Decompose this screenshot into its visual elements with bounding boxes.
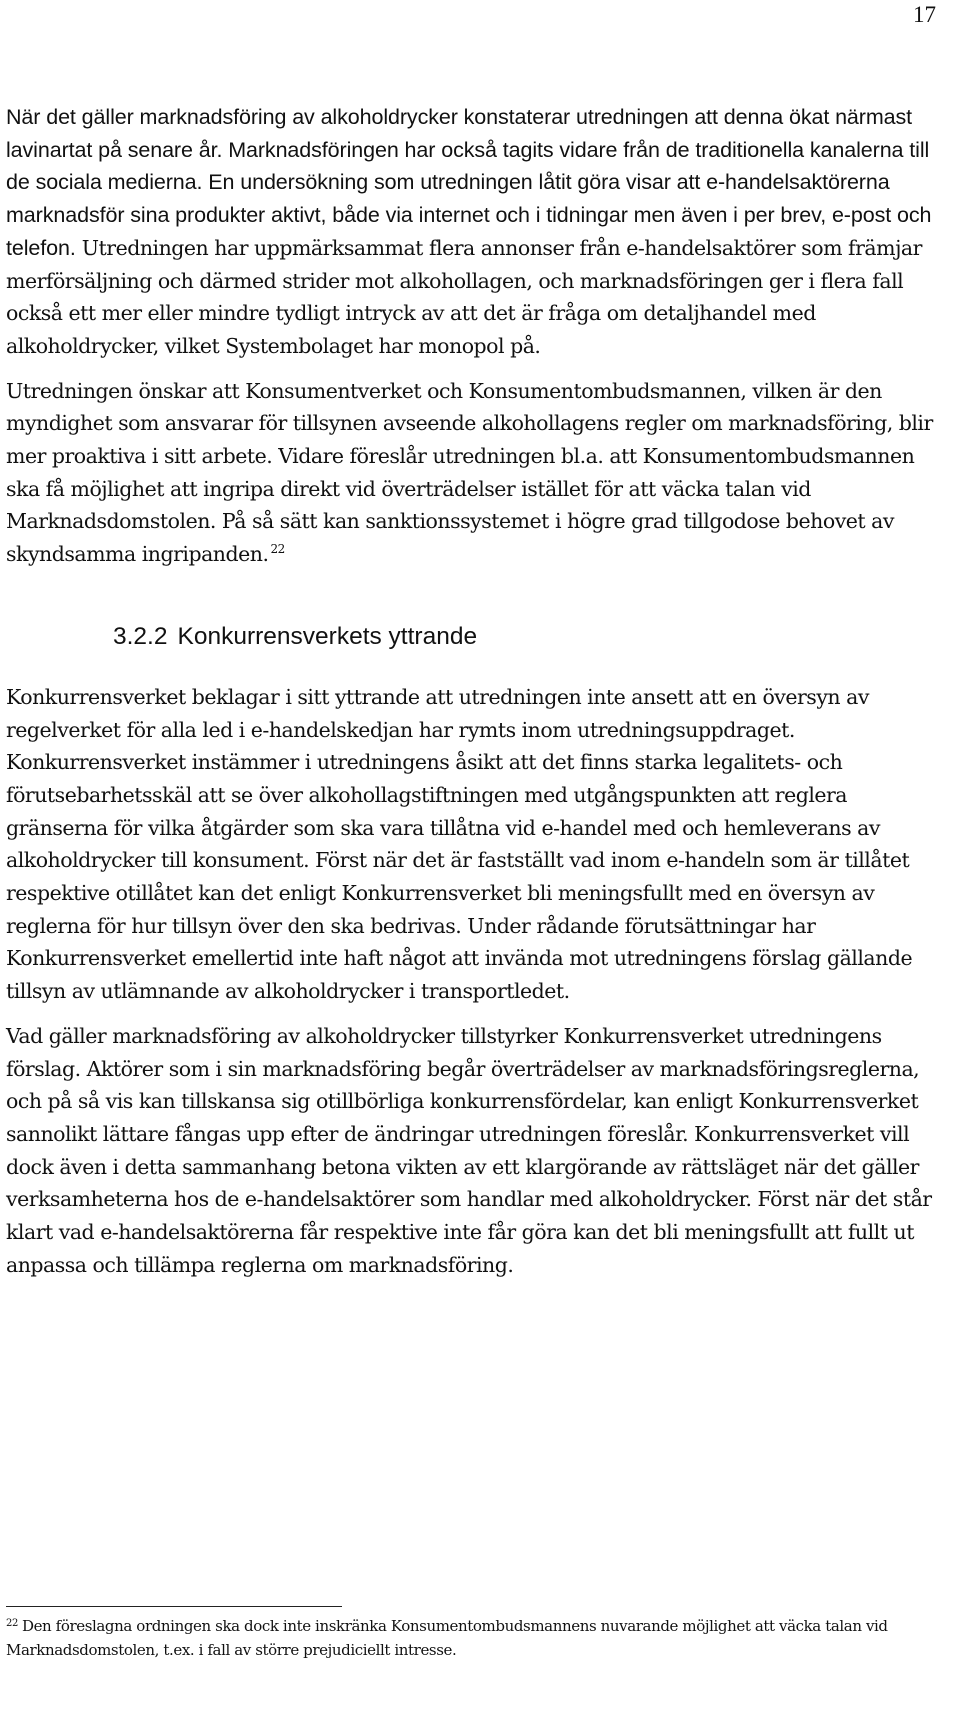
footnote-text: Den föreslagna ordningen ska dock inte inskränka Konsumentombudsmannens nuvarande möjlighet att väcka talan vid Marknadsdomstolen, t.ex. i fall av större prejudiciellt intresse. [6,1617,888,1659]
paragraph-marketing-support: Vad gäller marknadsföring av alkoholdrycker tillstyrker Konkurrensverket utredningens förslag. Aktörer som i sin marknadsföring begår överträdelser av marknadsföringsreglerna, och på så vis kan tillskansa sig otillbörliga konkurrensfördelar, kan enligt Konkurrensverket sannolikt lättare fångas upp efter de ändringar utredningen föreslår. Konkurrensverket vill dock även i detta sammanhang betona vikten av ett klargörande av rättsläget när det gäller verksamheterna hos de e-handelsaktörer som handlar med alkoholdrycker. Först när det står klart vad e-handelsaktörerna får respektive inte får göra kan det bli meningsfullt att fullt ut anpassa och tillämpa reglerna om marknadsföring. [6,1023,932,1277]
footnote-reference: 22 [270,542,285,557]
paragraph-marketing-findings [6,101,952,363]
footnote [6,1614,952,1662]
paragraph-proactive-supervision-text: Utredningen önskar att Konsumentverket och Konsumentombudsmannen, vilken är den myndighet som ansvarar för tillsynen avseende alkohollagens regler om marknadsföring, blir mer proaktiva i sitt arbete. Vidare föreslår utredningen bl.a. att Konsumentombudsmannen ska få möjlighet att ingripa direkt vid överträdelser istället för att väcka talan vid Marknadsdomstolen. På så sätt kan sanktionssystemet i högre grad tillgodose behovet av skyndsamma ingripanden. [6,378,933,567]
page-number: 17 [913,2,936,27]
document-body [6,101,952,1282]
paragraph-proactive-supervision [6,375,952,571]
section-title: Konkurrensverkets yttrande [177,622,478,650]
section-number: 3.2.2 [113,622,168,650]
paragraph-marketing-findings-part1: När det gäller marknadsföring av alkoholdrycker konstaterar utredningen att denna ökat närmast lavinartat på senare år. Marknadsföringen har också tagits vidare från de traditionella kanalerna till de sociala medierna. En undersökning som utredningen låtit göra visar att e-handelsaktörerna marknadsför sina produkter aktivt, både via internet och i tidningar men även i per brev, e-post och telefon. [6,105,932,260]
footnote-divider [6,1606,342,1607]
section-heading [113,619,952,655]
paragraph-competition-authority-opinion: Konkurrensverket beklagar i sitt yttrande att utredningen inte ansett att en översyn av regelverket för alla led i e-handelskedjan har rymts inom utredningsuppdraget. Konkurrensverket instämmer i utredningens åsikt att det finns starka legalitets- och förutsebarhetsskäl att se över alkohollagstiftningen med utgångspunkten att reglera gränserna för vilka åtgärder som ska vara tillåtna vid e-handel med och hemleverans av alkoholdrycker till konsument. Först när det är fastställt vad inom e-handeln som är tillåtet respektive otillåtet kan det enligt Konkurrensverket bli meningsfullt med en översyn av reglerna för hur tillsyn över den ska bedrivas. Under rådande förutsättningar har Konkurrensverket emellertid inte haft något att invända mot utredningens förslag gällande tillsyn av utlämnande av alkoholdrycker i transportledet. [6,684,913,1004]
paragraph-marketing-findings-part2: Utredningen har uppmärksammat flera annonser från e-handelsaktörer som främjar merförsäljning och därmed strider mot alkohollagen, och marknadsföringen ger i flera fall också ett mer eller mindre tydligt intryck av att det är fråga om detaljhandel med alkoholdrycker, vilket Systembolaget har monopol på. [6,235,922,358]
footnote-number: 22 [6,1618,18,1629]
